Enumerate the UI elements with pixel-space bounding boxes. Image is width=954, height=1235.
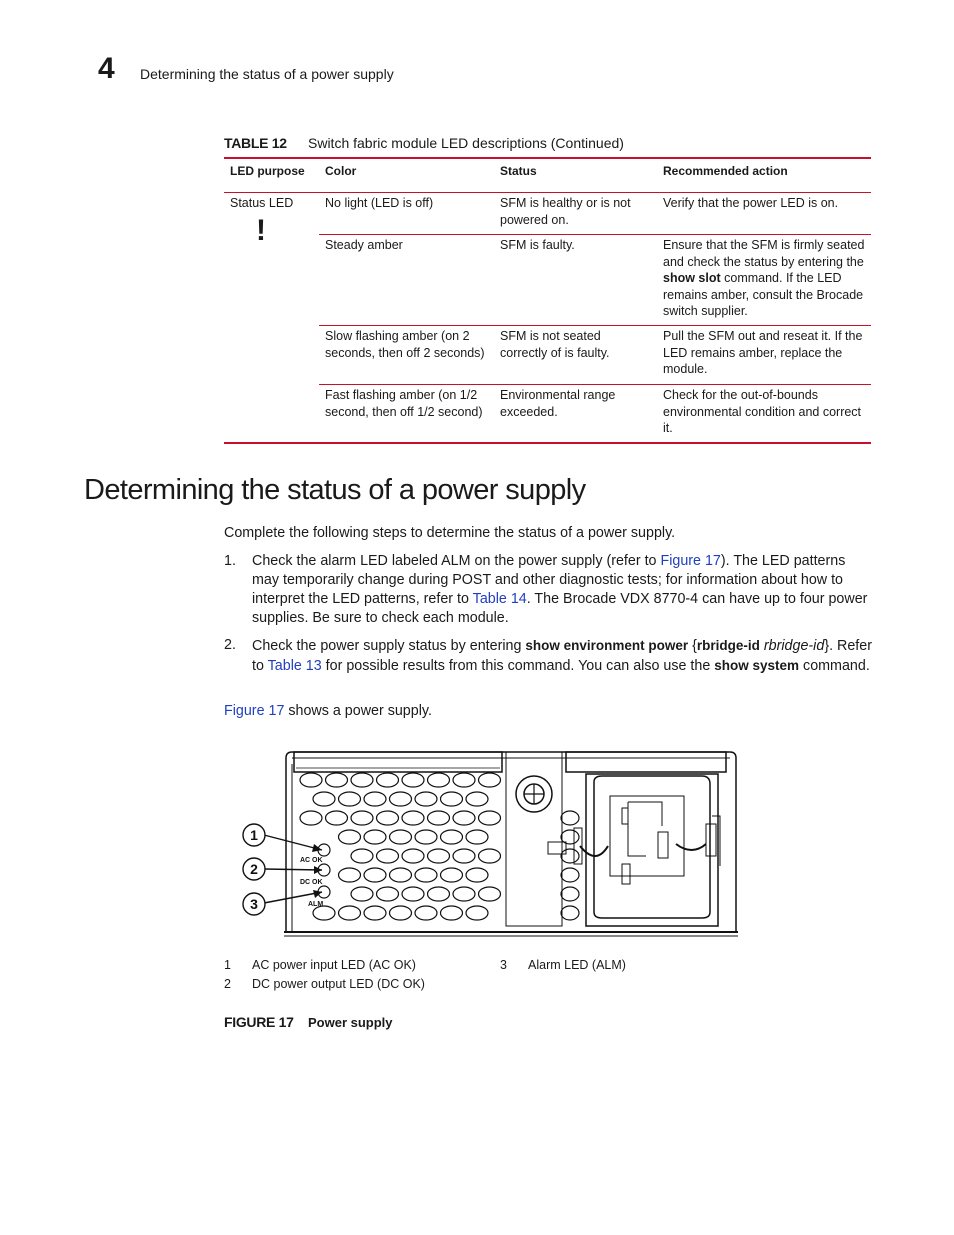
table-row [224,235,871,326]
color-cell: Steady amber [319,235,494,326]
action-cell [657,235,871,326]
legend-number: 1 [224,958,231,972]
action-cell: Pull the SFM out and reseat it. If the LED remains amber, replace the module. [657,326,871,385]
figure-reference-text: shows a power supply. [284,703,432,719]
vent-hole [415,906,437,920]
figure-reference [224,702,432,721]
vent-hole [313,906,335,920]
table-caption [224,135,624,151]
led-purpose-label: Status LED [230,196,294,210]
vent-hole [561,811,579,825]
vent-hole [326,811,348,825]
vent-hole [441,830,463,844]
table-row [224,385,871,443]
vent-hole [466,906,488,920]
table-header-row [224,158,871,193]
vent-hole [351,811,373,825]
callout-arrowheads [312,844,322,898]
vent-hole [364,792,386,806]
legend-number: 2 [224,977,231,991]
vent-hole [453,773,475,787]
vent-hole [377,849,399,863]
vent-hole [351,887,373,901]
vent-hole [466,830,488,844]
legend-item-3 [500,958,626,972]
vent-hole [479,849,501,863]
step-1 [224,552,874,628]
vent-hole [402,887,424,901]
vent-hole [466,792,488,806]
vent-hole [466,868,488,882]
ac-ok-label: AC OK [300,857,323,864]
color-cell: Slow flashing amber (on 2 seconds, then off 2 seconds) [319,326,494,385]
vent-hole [441,868,463,882]
command-show-slot: show slot [663,271,721,285]
vent-hole [351,849,373,863]
vent-hole [402,849,424,863]
step-text: Check the alarm LED labeled ALM on the power supply (refer to [252,553,661,569]
header-color: Color [319,158,494,193]
action-text: Ensure that the SFM is firmly seated and check the status by entering the [663,238,865,269]
vent-hole [561,906,579,920]
table-caption-title: Switch fabric module LED descriptions (Continued) [308,135,624,151]
chapter-number: 4 [98,52,115,85]
table-13-link[interactable]: Table 13 [267,658,322,674]
status-cell: SFM is faulty. [494,235,657,326]
dc-ok-label: DC OK [300,879,323,886]
vent-hole [364,868,386,882]
legend-number: 3 [500,958,507,972]
figure-17-link[interactable]: Figure 17 [224,703,285,719]
command-rbridge-id: rbridge-id [696,638,760,653]
status-cell: SFM is healthy or is not powered on. [494,193,657,235]
step-text: Check the power supply status by entering [252,638,526,654]
header-led-purpose: LED purpose [224,158,319,193]
vent-hole [453,887,475,901]
vent-hole [415,792,437,806]
power-supply-illustration [236,746,742,946]
step-number: 1. [224,553,236,569]
table-row [224,193,871,235]
legend-text: AC power input LED (AC OK) [252,958,416,972]
vent-hole [364,830,386,844]
callout-leaders [264,835,322,903]
vent-hole [415,868,437,882]
figure-caption-number: FIGURE 17 [224,1014,294,1030]
callout-3-label: 3 [250,896,258,912]
figure-17-link[interactable]: Figure 17 [660,553,721,569]
vent-hole [479,773,501,787]
vent-hole [561,868,579,882]
vent-holes [300,773,579,920]
color-cell: Fast flashing amber (on 1/2 second, then off 1/2 second) [319,385,494,443]
status-cell: SFM is not seated correctly of is faulty. [494,326,657,385]
callout-1-label: 1 [250,827,258,843]
intro-paragraph: Complete the following steps to determine the status of a power supply. [224,525,676,541]
vent-hole [479,811,501,825]
table-caption-number: TABLE 12 [224,135,287,151]
vent-hole [339,792,361,806]
step-text: { [688,638,697,654]
vent-hole [415,830,437,844]
vent-hole [479,887,501,901]
vent-hole [313,792,335,806]
step-2 [224,636,874,676]
vent-hole [377,773,399,787]
action-cell: Check for the out-of-bounds environmental condition and correct it. [657,385,871,443]
table-row [224,326,871,385]
status-cell: Environmental range exceeded. [494,385,657,443]
top-right-tab [566,752,726,772]
led-purpose-cell [224,193,319,443]
vent-hole [561,830,579,844]
vent-hole [390,830,412,844]
argument-rbridge-id: rbridge-id [763,638,825,654]
vent-hole [441,792,463,806]
command-show-environment-power: show environment power [525,638,689,653]
legend-item-1 [224,958,416,972]
vent-hole [377,811,399,825]
vent-hole [364,906,386,920]
vent-hole [339,868,361,882]
header-status: Status [494,158,657,193]
step-text: }. Refer to [252,638,872,674]
section-heading: Determining the status of a power supply [84,474,586,506]
vent-hole [390,792,412,806]
led-description-table [224,157,871,444]
vent-hole [377,887,399,901]
vent-hole [402,811,424,825]
vent-hole [326,773,348,787]
vent-hole [428,849,450,863]
chapter-title: Determining the status of a power supply [140,66,394,82]
warning-icon: ! [256,213,266,247]
legend-item-2 [224,977,425,991]
vent-hole [561,849,579,863]
action-cell: Verify that the power LED is on. [657,193,871,235]
vent-hole [300,811,322,825]
vent-hole [402,773,424,787]
vent-hole [428,887,450,901]
callout-2-label: 2 [250,861,258,877]
vent-hole [339,906,361,920]
vent-hole [428,811,450,825]
legend-text: Alarm LED (ALM) [528,958,626,972]
figure-caption [224,1014,393,1030]
vent-hole [453,811,475,825]
table-14-link[interactable]: Table 14 [472,591,527,607]
legend-text: DC power output LED (DC OK) [252,977,425,991]
vent-hole [351,773,373,787]
figure-caption-title: Power supply [308,1015,393,1030]
top-left-tab [294,752,502,772]
vent-hole [441,906,463,920]
vent-hole [453,849,475,863]
alm-label: ALM [308,901,324,908]
vent-hole [390,906,412,920]
step-text: . The Brocade VDX 8770-4 can have up to four power supplies. Be sure to check each module. [252,591,868,626]
step-text: for possible results from this command. You can also use the [321,658,715,674]
color-cell: No light (LED is off) [319,193,494,235]
vent-hole [428,773,450,787]
step-number: 2. [224,637,236,653]
vent-hole [339,830,361,844]
step-text: ). The LED patterns may temporarily change during POST and other diagnostic tests; for information about how to interpret the LED patterns, refer to [252,553,846,607]
vent-hole [561,887,579,901]
action-text: command. If the LED remains amber, consult the Brocade switch supplier. [663,271,864,318]
step-text: command. [799,658,870,674]
header-recommended-action: Recommended action [657,158,871,193]
command-show-system: show system [714,658,800,673]
vent-hole [390,868,412,882]
vent-hole [300,773,322,787]
